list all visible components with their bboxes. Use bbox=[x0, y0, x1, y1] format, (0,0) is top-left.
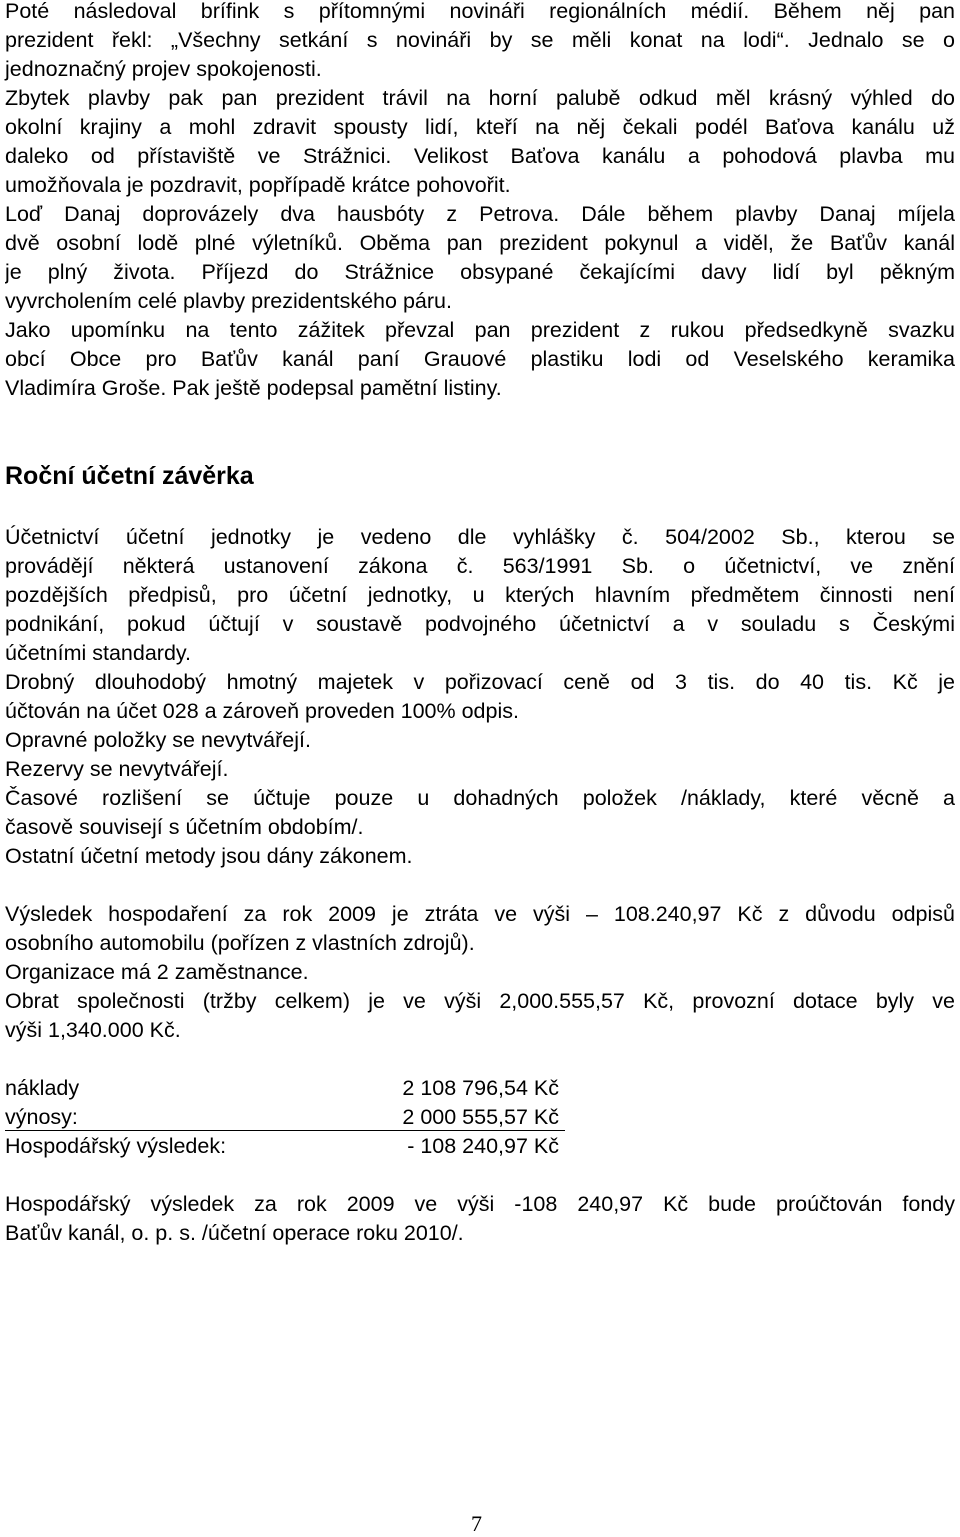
text-line: Časové rozlišení se účtuje pouze u dohadných položek /náklady, které věcně a bbox=[5, 786, 955, 810]
text-line: provádějí některá ustanovení zákona č. 563/1991 Sb. o účetnictví, ve znění bbox=[5, 554, 955, 578]
summary-value: 2 108 796,54 Kč bbox=[402, 1076, 559, 1100]
text-line: umožňovala je pozdravit, popřípadě krátce pohovořit. bbox=[5, 173, 511, 197]
summary-label: výnosy: bbox=[5, 1105, 78, 1129]
text-line: účetními standardy. bbox=[5, 641, 192, 665]
summary-row-costs bbox=[5, 1074, 565, 1103]
summary-row-result bbox=[5, 1132, 565, 1161]
text-line: okolní krajiny a mohl zdravit spousty lidí, kteří na něj čekali podél Baťova kanálu už bbox=[5, 115, 955, 139]
text-line: Rezervy se nevytvářejí. bbox=[5, 757, 229, 781]
text-line: Ostatní účetní metody jsou dány zákonem. bbox=[5, 844, 413, 868]
text-line: Výsledek hospodaření za rok 2009 je ztráta ve výši – 108.240,97 Kč z důvodu odpisů bbox=[5, 902, 955, 926]
text-line: vyvrcholením celé plavby prezidentského páru. bbox=[5, 289, 452, 313]
text-line: Zbytek plavby pak pan prezident trávil na horní palubě odkud měl krásný výhled do bbox=[5, 86, 955, 110]
text-line: Hospodářský výsledek za rok 2009 ve výši -108 240,97 Kč bude proúčtován fondy bbox=[5, 1192, 955, 1216]
text-line: jednoznačný projev spokojenosti. bbox=[5, 57, 322, 81]
text-line: Obrat společnosti (tržby celkem) je ve výši 2,000.555,57 Kč, provozní dotace byly ve bbox=[5, 989, 955, 1013]
summary-label: náklady bbox=[5, 1076, 80, 1100]
text-line: daleko od přístaviště ve Strážnici. Velikost Baťova kanálu a pohodová plavba mu bbox=[5, 144, 955, 168]
text-line: prezident řekl: „Všechny setkání s novináři by se měli konat na lodi“. Jednalo se o bbox=[5, 28, 955, 52]
section-heading: Roční účetní závěrka bbox=[5, 462, 254, 490]
text-line: Opravné položky se nevytvářejí. bbox=[5, 728, 311, 752]
text-line: Baťův kanál, o. p. s. /účetní operace roku 2010/. bbox=[5, 1221, 464, 1245]
page-number: 7 bbox=[471, 1511, 482, 1536]
text-line: Drobný dlouhodobý hmotný majetek v pořizovací ceně od 3 tis. do 40 tis. Kč je bbox=[5, 670, 955, 694]
summary-row-revenues bbox=[5, 1103, 565, 1131]
text-line: je plný života. Příjezd do Strážnice obsypané čekajícími davy lidí byl pěkným bbox=[5, 260, 955, 284]
text-line: Účetnictví účetní jednotky je vedeno dle vyhlášky č. 504/2002 Sb., kterou se bbox=[5, 525, 955, 549]
text-line: pozdějších předpisů, pro účetní jednotky, u kterých hlavním předmětem činnosti není bbox=[5, 583, 955, 607]
text-line: dvě osobní lodě plné výletníků. Oběma pan prezident pokynul a viděl, že Baťův kanál bbox=[5, 231, 955, 255]
text-line: Jako upomínku na tento zážitek převzal pan prezident z rukou předsedkyně svazku bbox=[5, 318, 955, 342]
text-line: podnikání, pokud účtují v soustavě podvojného účetnictví a v souladu s Českými bbox=[5, 612, 955, 636]
text-line: obcí Obce pro Baťův kanál paní Grauové plastiku lodi od Veselského keramika bbox=[5, 347, 955, 371]
summary-value: - 108 240,97 Kč bbox=[407, 1134, 559, 1158]
text-line: Loď Danaj doprovázely dva hausbóty z Petrova. Dále během plavby Danaj míjela bbox=[5, 202, 955, 226]
text-line: účtován na účet 028 a zároveň proveden 100% odpis. bbox=[5, 699, 519, 723]
text-line: výši 1,340.000 Kč. bbox=[5, 1018, 181, 1042]
summary-label: Hospodářský výsledek: bbox=[5, 1134, 227, 1158]
text-line: Vladimíra Groše. Pak ještě podepsal pamětní listiny. bbox=[5, 376, 502, 400]
text-line: časově souvisejí s účetním obdobím/. bbox=[5, 815, 364, 839]
text-line: Organizace má 2 zaměstnance. bbox=[5, 960, 309, 984]
text-line: osobního automobilu (pořízen z vlastních zdrojů). bbox=[5, 931, 475, 955]
summary-value: 2 000 555,57 Kč bbox=[402, 1105, 559, 1129]
text-line: Poté následoval brífink s přítomnými novináři regionálních médií. Během něj pan bbox=[5, 0, 955, 23]
